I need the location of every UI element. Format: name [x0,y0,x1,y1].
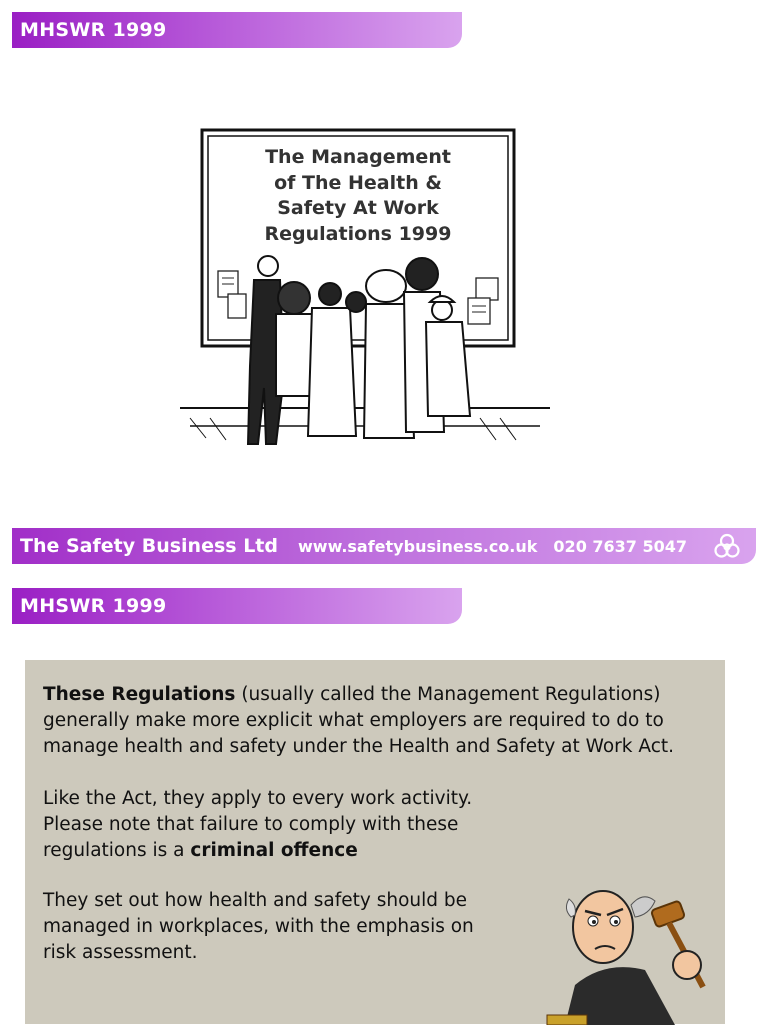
board-title-line: Regulations 1999 [264,222,452,245]
content-panel [25,660,725,1024]
slide2-banner-title: MHSWR 1999 [20,595,167,617]
biohazard-icon [712,531,742,561]
website-link[interactable]: www.safetybusiness.co.uk [298,536,538,556]
paragraph-2-bold: criminal offence [190,840,358,861]
paragraph-2 [43,786,493,864]
paragraph-3: They set out how health and safety should be managed in workplaces, with the emphasis on risk assessment. [43,890,474,963]
phone-number: 020 7637 5047 [553,536,688,556]
paragraph-1 [43,682,703,760]
company-name: The Safety Business Ltd [20,535,278,557]
board-title-line: The Management [265,146,451,168]
board-title-line: Safety At Work [277,197,439,219]
paragraph-2-text: Like the Act, they apply to every work activity. Please note that failure to comply with these regulations is a [43,788,473,861]
slide2-banner [12,588,462,624]
slide1-banner-title: MHSWR 1999 [20,19,167,41]
footer-banner [12,528,756,564]
board-title-line: of The Health & [274,171,442,194]
judge-gavel-icon [545,865,725,1025]
paragraph-1-bold: These Regulations [43,684,236,705]
paragraph-1-text: (usually called the Management Regulations) generally make more explicit what employers are required to do to manage health and safety under the Health and Safety at Work Act. [43,684,675,757]
slide1-banner [12,12,462,48]
board-title [210,145,506,247]
